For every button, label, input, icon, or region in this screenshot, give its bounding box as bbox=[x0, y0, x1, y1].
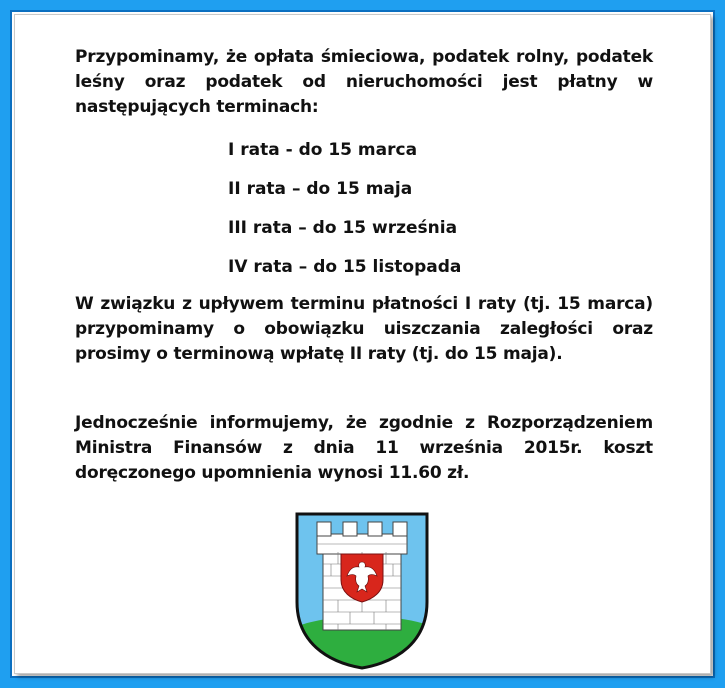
intro-paragraph: Przypominamy, że opłata śmieciowa, podatek rolny, podatek leśny oraz podatek od nieruchomości jest płatny w następujących terminach: bbox=[75, 47, 653, 117]
rate-item: IV rata – do 15 listopada bbox=[228, 257, 462, 277]
rate-item: III rata – do 15 września bbox=[228, 218, 458, 238]
crest-eagle-shield bbox=[341, 554, 383, 602]
reminder-paragraph: W związku z upływem terminu płatności I raty (tj. 15 marca) przypominamy o obowiązku uiszczania zaległości oraz prosimy o terminową wpłatę II raty (tj. do 15 maja). bbox=[75, 294, 653, 364]
rates-list bbox=[228, 136, 461, 292]
info-paragraph: Jednocześnie informujemy, że zgodnie z Rozporządzeniem Ministra Finansów z dnia 11 września 2015r. koszt doręczonego upomnienia wynosi 11.60 zł. bbox=[75, 413, 653, 483]
rate-item: II rata – do 15 maja bbox=[228, 179, 413, 199]
coat-of-arms-icon bbox=[293, 510, 431, 672]
rate-item: I rata - do 15 marca bbox=[228, 140, 418, 160]
